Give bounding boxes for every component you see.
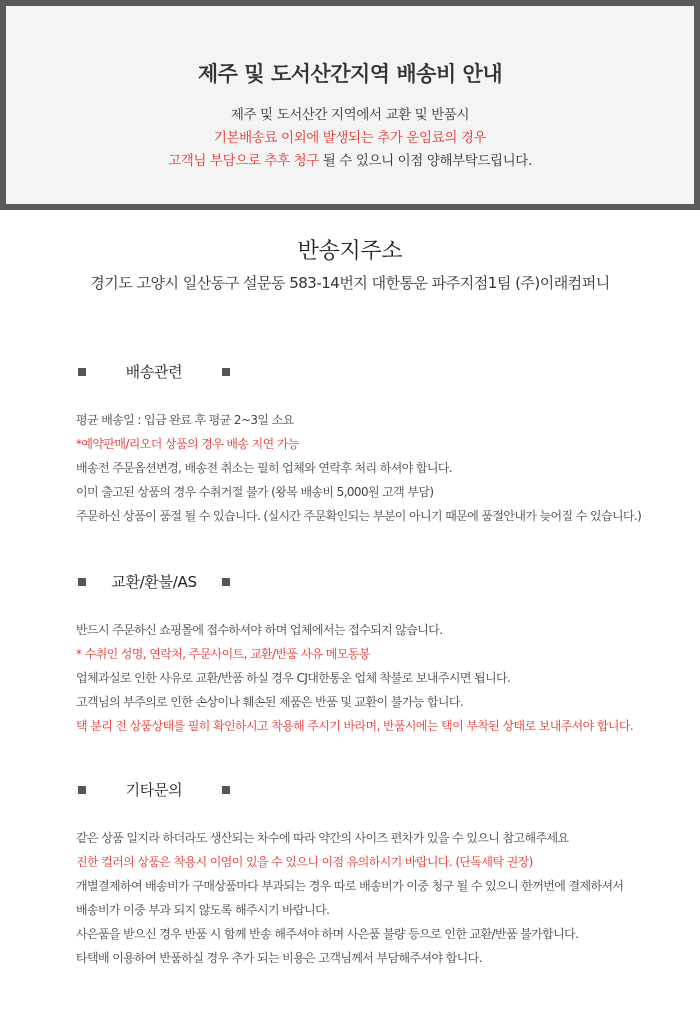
section-heading-label: 배송관련 [125,363,183,381]
notice-lines [6,104,694,173]
info-line: 진한 컬러의 상품은 착용시 이염이 있을 수 있으니 이점 유의하시기 바랍니다. (단독세탁 권장) [76,855,533,869]
info-line: 같은 상품 일지라 하더라도 생산되는 차수에 따라 약간의 사이즈 편차가 있을 수 있으니 참고해주세요 [76,831,569,845]
section-heading-label: 교환/환불/AS [111,573,197,591]
notice-line-text: 고객님 부담으로 추후 청구 [168,153,319,169]
info-line: 배송전 주문옵션변경, 배송전 취소는 필히 업체와 연락후 처리 하셔야 합니다. [76,461,453,475]
section-heading-label: 기타문의 [125,781,183,799]
notice-line [6,127,694,150]
square-bullet-icon [78,368,86,376]
info-line: * 수취인 성명, 연락처, 주문사이트, 교환/반품 사유 메모동봉 [76,647,370,661]
return-address-text: 경기도 고양시 일산동구 설문동 583-14번지 대한통운 파주지점1팀 (주)이래컴퍼니 [90,274,610,292]
info-line: *예약판매/리오더 상품의 경우 배송 지연 가능 [76,437,299,451]
notice-line [6,150,694,173]
square-bullet-icon [78,786,86,794]
square-bullet-icon [222,578,230,586]
info-line: 사은품을 받으신 경우 반품 시 함께 반송 해주셔야 하며 사은품 불량 등으로 인한 교환/반품 불가합니다. [76,927,579,941]
section-body-exchange-refund-as [76,618,686,738]
notice-line-text: 기본배송료 이외에 발생되는 추가 운임료의 경우 [213,130,487,146]
section-heading-exchange-refund-as [78,571,238,593]
info-line: 평균 배송일 : 입금 완료 후 평균 2~3일 소요 [76,413,294,427]
square-bullet-icon [222,786,230,794]
info-line: 개별결제하여 배송비가 구매상품마다 부과되는 경우 따로 배송비가 이중 청구 될 수 있으니 한꺼번에 결제하셔서 [76,879,624,893]
notice-title: 제주 및 도서산간지역 배송비 안내 [197,62,503,86]
square-bullet-icon [78,578,86,586]
info-line: 주문하신 상품이 품절 될 수 있습니다. (실시간 주문확인되는 부분이 아니기 때문에 품절안내가 늦어질 수 있습니다.) [76,509,642,523]
info-line: 타택배 이용하여 반품하실 경우 추가 되는 비용은 고객님께서 부담해주셔야 합니다. [76,951,482,965]
section-heading-other-inquiries [78,779,238,801]
notice-line-text: 될 수 있으니 이점 양해부탁드립니다. [318,153,532,169]
square-bullet-icon [222,368,230,376]
section-heading-shipping [78,361,238,383]
info-line: 배송비가 이중 부과 되지 않도록 해주시기 바랍니다. [76,903,330,917]
info-line: 반드시 주문하신 쇼핑몰에 접수하셔야 하며 업체에서는 접수되지 않습니다. [76,623,443,637]
info-line: 업체과실로 인한 사유로 교환/반품 하실 경우 CJ대한통운 업체 착불로 보내주시면 됩니다. [76,671,511,685]
return-address-title: 반송지주소 [297,239,403,264]
section-body-other-inquiries [76,826,686,970]
info-line: 이미 출고된 상품의 경우 수취거절 불가 (왕복 배송비 5,000원 고객 부담) [76,485,434,499]
info-line: 택 분리 전 상품상태를 필히 확인하시고 착용해 주시기 바라며, 반품시에는 택이 부착된 상태로 보내주셔야 합니다. [76,719,634,733]
notice-line [6,104,694,127]
section-body-shipping [76,408,686,528]
notice-line-text: 제주 및 도서산간 지역에서 교환 및 반품시 [230,107,470,123]
info-line: 고객님의 부주의로 인한 손상이나 훼손된 제품은 반품 및 교환이 불가능 합니다. [76,695,464,709]
shipping-fee-notice-box [0,0,700,210]
